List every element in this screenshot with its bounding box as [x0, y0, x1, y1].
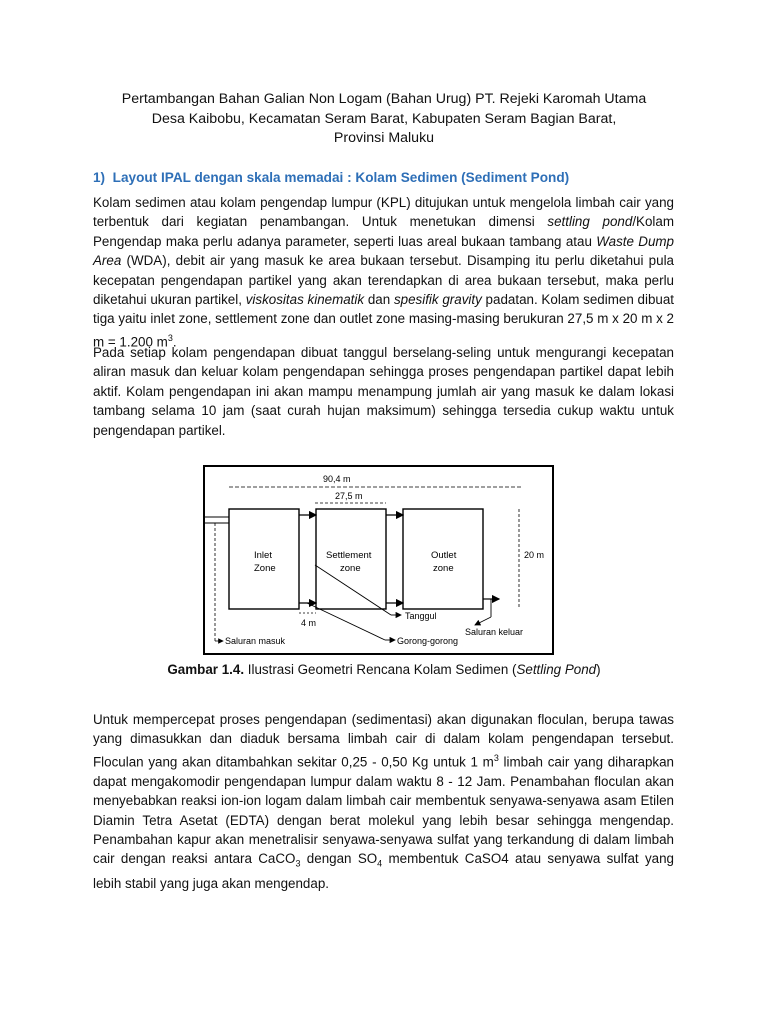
inlet-zone-label-2: Zone [254, 563, 276, 574]
settling-pond-diagram [203, 465, 554, 655]
p3-superscript: 3 [493, 752, 499, 763]
caption-end: ) [596, 662, 601, 677]
settlement-zone-label-2: zone [340, 563, 361, 574]
p1-italic-spesifik-gravity: spesifik gravity [393, 292, 482, 308]
p3-subscript-4: 4 [377, 858, 383, 869]
zone-length-label: 27,5 m [335, 491, 363, 501]
saluran-keluar-label: Saluran keluar [465, 627, 524, 637]
caption-label: Gambar 1.4. [167, 662, 245, 677]
gap-label: 4 m [301, 618, 317, 628]
saluran-masuk-label: Saluran masuk [225, 636, 286, 646]
p1-text-a: Kolam sedimen atau kolam pengendap lumpur (KPL) ditujukan untuk mengelola limbah cair yang terbentuk dari kegiatan penambangan. Untuk menetukan dimensi [93, 195, 674, 230]
p1-text-i: padatan. Kolam sedimen dibuat tiga yaitu inlet zone, settlement zone dan outlet zone masing-masing berukuran 27,5 m x 20 m x 2 m = 1.200 m [93, 292, 675, 350]
caption-text: Ilustrasi Geometri Rencana Kolam Sedimen ( [244, 662, 517, 677]
p1-text-c: /Kolam Pengendap maka perlu adanya parameter, seperti luas areal bukaan tambang atau [93, 214, 674, 249]
p1-italic-waste-dump: Waste Dump Area [93, 233, 674, 269]
title-line-1: Pertambangan Bahan Galian Non Logam (Bahan Urug) PT. Rejeki Karomah Utama [121, 91, 647, 107]
outlet-zone-label-1: Outlet [431, 550, 457, 561]
section-title: Layout IPAL dengan skala memadai : Kolam Sedimen (Sediment Pond) [112, 170, 570, 185]
paragraph-2: Pada setiap kolam pengendapan dibuat tanggul berselang-seling untuk mengurangi kecepatan aliran masuk dan keluar kolam pengendapan sehingga proses pengendapan partikel dapat lebih aktif. Kolam pengendapan ini akan mampu menampung jumlah air yang masuk ke dalam lokasi tambang selama 10 jam (saat curah hujan maksimum) sehingga tersedia cukup waktu untuk pengendapan partikel. [93, 345, 674, 438]
p1-superscript: 3 [167, 332, 173, 343]
outlet-zone-label-2: zone [433, 563, 454, 574]
width-label: 20 m [524, 550, 545, 560]
settlement-zone-label-1: Settlement [326, 550, 372, 561]
total-length-label: 90,4 m [323, 474, 351, 484]
paragraph-3 [93, 710, 674, 894]
inlet-zone-label-1: Inlet [254, 550, 272, 561]
p3-subscript-3: 3 [295, 858, 301, 869]
p1-text-k: . [172, 334, 177, 350]
tanggul-label: Tanggul [405, 611, 437, 621]
document-title [60, 90, 708, 149]
section-number: 1) [93, 170, 106, 185]
p3-text-e: dengan SO [300, 851, 378, 867]
paragraph-1 [93, 193, 674, 352]
title-line-3: Provinsi Maluku [333, 130, 435, 146]
title-line-2: Desa Kaibobu, Kecamatan Seram Barat, Kabupaten Seram Bagian Barat, [151, 110, 617, 127]
p1-italic-viskositas: viskositas kinematik [245, 292, 365, 308]
p3-text-a: Untuk mempercepat proses pengendapan (sedimentasi) akan digunakan floculan, berupa tawas yang dimasukkan dan diaduk bersama limbah cair di dalam kolam pengendapan tersebut. Floculan yang akan ditambahkan sekitar 0,25 - 0,50 Kg untuk 1 m [93, 712, 674, 770]
p3-text-g: membentuk CaSO4 atau senyawa sulfat yang lebih stabil yang juga akan mengendap. [93, 851, 674, 892]
p1-text-e: (WDA), debit air yang masuk ke area bukaan tersebut. Disamping itu perlu diketahui pula kecepatan pengendapan partikel yang akan terendapkan di area bukaan tersebut, maka perlu diketahui ukuran partikel, [93, 253, 674, 308]
figure-caption [60, 662, 708, 677]
section-heading [93, 170, 569, 185]
gorong-label: Gorong-gorong [397, 636, 459, 646]
p1-italic-settling-pond: settling pond [547, 214, 633, 230]
p3-text-c: limbah cair yang diharapkan dapat mengakomodir pengendapan lumpur dalam waktu 8 - 12 Jam. Penambahan floculan akan menyebabkan reaksi ion-ion logam dalam limbah cair membentuk senyawa-senyawa asam Etilen Diamin Tetra Asetat (EDTA) dengan berat molekul yang lebih besar sehingga mengendap. Penambahan kapur akan menetralisir senyawa-senyawa sulfat yang terkandung di dalam limbah cair dengan reaksi antara CaCO [93, 754, 674, 867]
p1-text-g: dan [364, 292, 394, 308]
caption-italic: Settling Pond [516, 662, 597, 677]
